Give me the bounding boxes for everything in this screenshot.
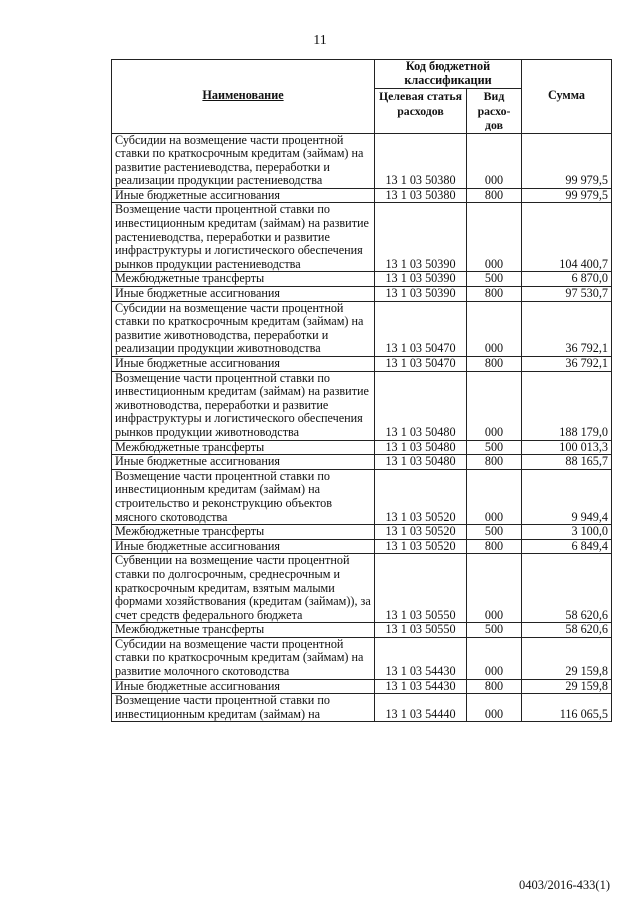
row-name-cell: Межбюджетные трансферты <box>112 272 375 287</box>
row-code-cell: 13 1 03 54430 <box>375 679 467 694</box>
row-sum-cell: 29 159,8 <box>522 679 612 694</box>
row-type-cell: 500 <box>467 525 522 540</box>
row-code-cell: 13 1 03 50480 <box>375 440 467 455</box>
table-row <box>112 525 612 540</box>
row-type-cell: 800 <box>467 188 522 203</box>
row-name-cell: Субсидии на возмещение части процентной ставки по краткосрочным кредитам (займам) на развитие молочного скотоводства <box>112 637 375 679</box>
row-code-cell: 13 1 03 50520 <box>375 539 467 554</box>
row-type-cell: 800 <box>467 679 522 694</box>
row-code-cell: 13 1 03 50470 <box>375 301 467 356</box>
table-row <box>112 272 612 287</box>
row-type-cell: 800 <box>467 357 522 372</box>
row-type-cell: 000 <box>467 694 522 722</box>
table-row <box>112 679 612 694</box>
row-name-cell: Иные бюджетные ассигнования <box>112 188 375 203</box>
table-row <box>112 637 612 679</box>
row-type-cell: 500 <box>467 623 522 638</box>
row-type-cell: 000 <box>467 301 522 356</box>
row-type-cell: 800 <box>467 287 522 302</box>
row-sum-cell: 36 792,1 <box>522 301 612 356</box>
header-sum: Сумма <box>522 60 612 134</box>
row-code-cell: 13 1 03 50470 <box>375 357 467 372</box>
table-row <box>112 188 612 203</box>
row-name-cell: Иные бюджетные ассигнования <box>112 287 375 302</box>
row-code-cell: 13 1 03 50390 <box>375 287 467 302</box>
row-sum-cell: 100 013,3 <box>522 440 612 455</box>
row-sum-cell: 97 530,7 <box>522 287 612 302</box>
table-row <box>112 301 612 356</box>
row-name-cell: Возмещение части процентной ставки по инвестиционным кредитам (займам) на <box>112 694 375 722</box>
table-row <box>112 554 612 623</box>
row-code-cell: 13 1 03 54430 <box>375 637 467 679</box>
row-type-cell: 000 <box>467 203 522 272</box>
table-row <box>112 469 612 524</box>
header-code-group: Код бюджетной классификации <box>375 60 522 89</box>
row-name-cell: Иные бюджетные ассигнования <box>112 679 375 694</box>
row-code-cell: 13 1 03 50550 <box>375 554 467 623</box>
row-type-cell: 000 <box>467 133 522 188</box>
row-sum-cell: 188 179,0 <box>522 371 612 440</box>
row-code-cell: 13 1 03 50550 <box>375 623 467 638</box>
table-row <box>112 357 612 372</box>
row-code-cell: 13 1 03 50390 <box>375 272 467 287</box>
page-number: 11 <box>313 33 327 48</box>
row-name-cell: Иные бюджетные ассигнования <box>112 455 375 470</box>
row-sum-cell: 6 870,0 <box>522 272 612 287</box>
table-row <box>112 287 612 302</box>
document-code: 0403/2016-433(1) <box>519 878 610 892</box>
row-sum-cell: 36 792,1 <box>522 357 612 372</box>
row-code-cell: 13 1 03 50380 <box>375 133 467 188</box>
row-name-cell: Субсидии на возмещение части процентной ставки по краткосрочным кредитам (займам) на развитие животноводства, переработки и реализации продукции животноводства <box>112 301 375 356</box>
row-name-cell: Субвенции на возмещение части процентной ставки по долгосрочным, среднесрочным и краткосрочным кредитам, взятым малыми формами хозяйствования (кредитам (займам)), за счет средств федерального бюджета <box>112 554 375 623</box>
row-type-cell: 500 <box>467 272 522 287</box>
header-target-article: Целевая статья расходов <box>375 89 467 134</box>
table-body <box>112 133 612 722</box>
row-sum-cell: 6 849,4 <box>522 539 612 554</box>
table-header <box>112 60 612 134</box>
row-sum-cell: 88 165,7 <box>522 455 612 470</box>
row-code-cell: 13 1 03 50520 <box>375 469 467 524</box>
row-name-cell: Возмещение части процентной ставки по инвестиционным кредитам (займам) на строительство и реконструкцию объектов мясного скотоводства <box>112 469 375 524</box>
row-name-cell: Межбюджетные трансферты <box>112 525 375 540</box>
row-type-cell: 000 <box>467 554 522 623</box>
row-code-cell: 13 1 03 50480 <box>375 455 467 470</box>
row-sum-cell: 104 400,7 <box>522 203 612 272</box>
row-sum-cell: 58 620,6 <box>522 554 612 623</box>
table-row <box>112 623 612 638</box>
row-type-cell: 000 <box>467 637 522 679</box>
row-sum-cell: 99 979,5 <box>522 133 612 188</box>
row-code-cell: 13 1 03 50380 <box>375 188 467 203</box>
row-code-cell: 13 1 03 54440 <box>375 694 467 722</box>
row-name-cell: Межбюджетные трансферты <box>112 440 375 455</box>
row-type-cell: 800 <box>467 539 522 554</box>
row-type-cell: 000 <box>467 371 522 440</box>
row-sum-cell: 9 949,4 <box>522 469 612 524</box>
row-type-cell: 800 <box>467 455 522 470</box>
row-sum-cell: 3 100,0 <box>522 525 612 540</box>
row-name-cell: Возмещение части процентной ставки по инвестиционным кредитам (займам) на развитие животноводства, переработки и развитие инфраструктуры и логистического обеспечения рынков продукции животноводства <box>112 371 375 440</box>
header-name: Наименование <box>112 60 375 134</box>
table-row <box>112 133 612 188</box>
row-name-cell: Иные бюджетные ассигнования <box>112 539 375 554</box>
row-name-cell: Межбюджетные трансферты <box>112 623 375 638</box>
table-row <box>112 694 612 722</box>
row-name-cell: Субсидии на возмещение части процентной ставки по краткосрочным кредитам (займам) на развитие растениеводства, переработки и реализации продукции растениеводства <box>112 133 375 188</box>
row-code-cell: 13 1 03 50390 <box>375 203 467 272</box>
row-sum-cell: 29 159,8 <box>522 637 612 679</box>
row-sum-cell: 99 979,5 <box>522 188 612 203</box>
row-code-cell: 13 1 03 50520 <box>375 525 467 540</box>
row-type-cell: 500 <box>467 440 522 455</box>
table-row <box>112 440 612 455</box>
row-name-cell: Возмещение части процентной ставки по инвестиционным кредитам (займам) на развитие растениеводства, переработки и развитие инфраструктуры и логистического обеспечения рынков продукции растениеводства <box>112 203 375 272</box>
table-row <box>112 539 612 554</box>
row-sum-cell: 116 065,5 <box>522 694 612 722</box>
row-sum-cell: 58 620,6 <box>522 623 612 638</box>
row-name-cell: Иные бюджетные ассигнования <box>112 357 375 372</box>
header-expense-type: Вид расхо-дов <box>467 89 522 134</box>
table-row <box>112 371 612 440</box>
row-code-cell: 13 1 03 50480 <box>375 371 467 440</box>
budget-table <box>111 59 612 722</box>
table-row <box>112 455 612 470</box>
row-type-cell: 000 <box>467 469 522 524</box>
table-row <box>112 203 612 272</box>
